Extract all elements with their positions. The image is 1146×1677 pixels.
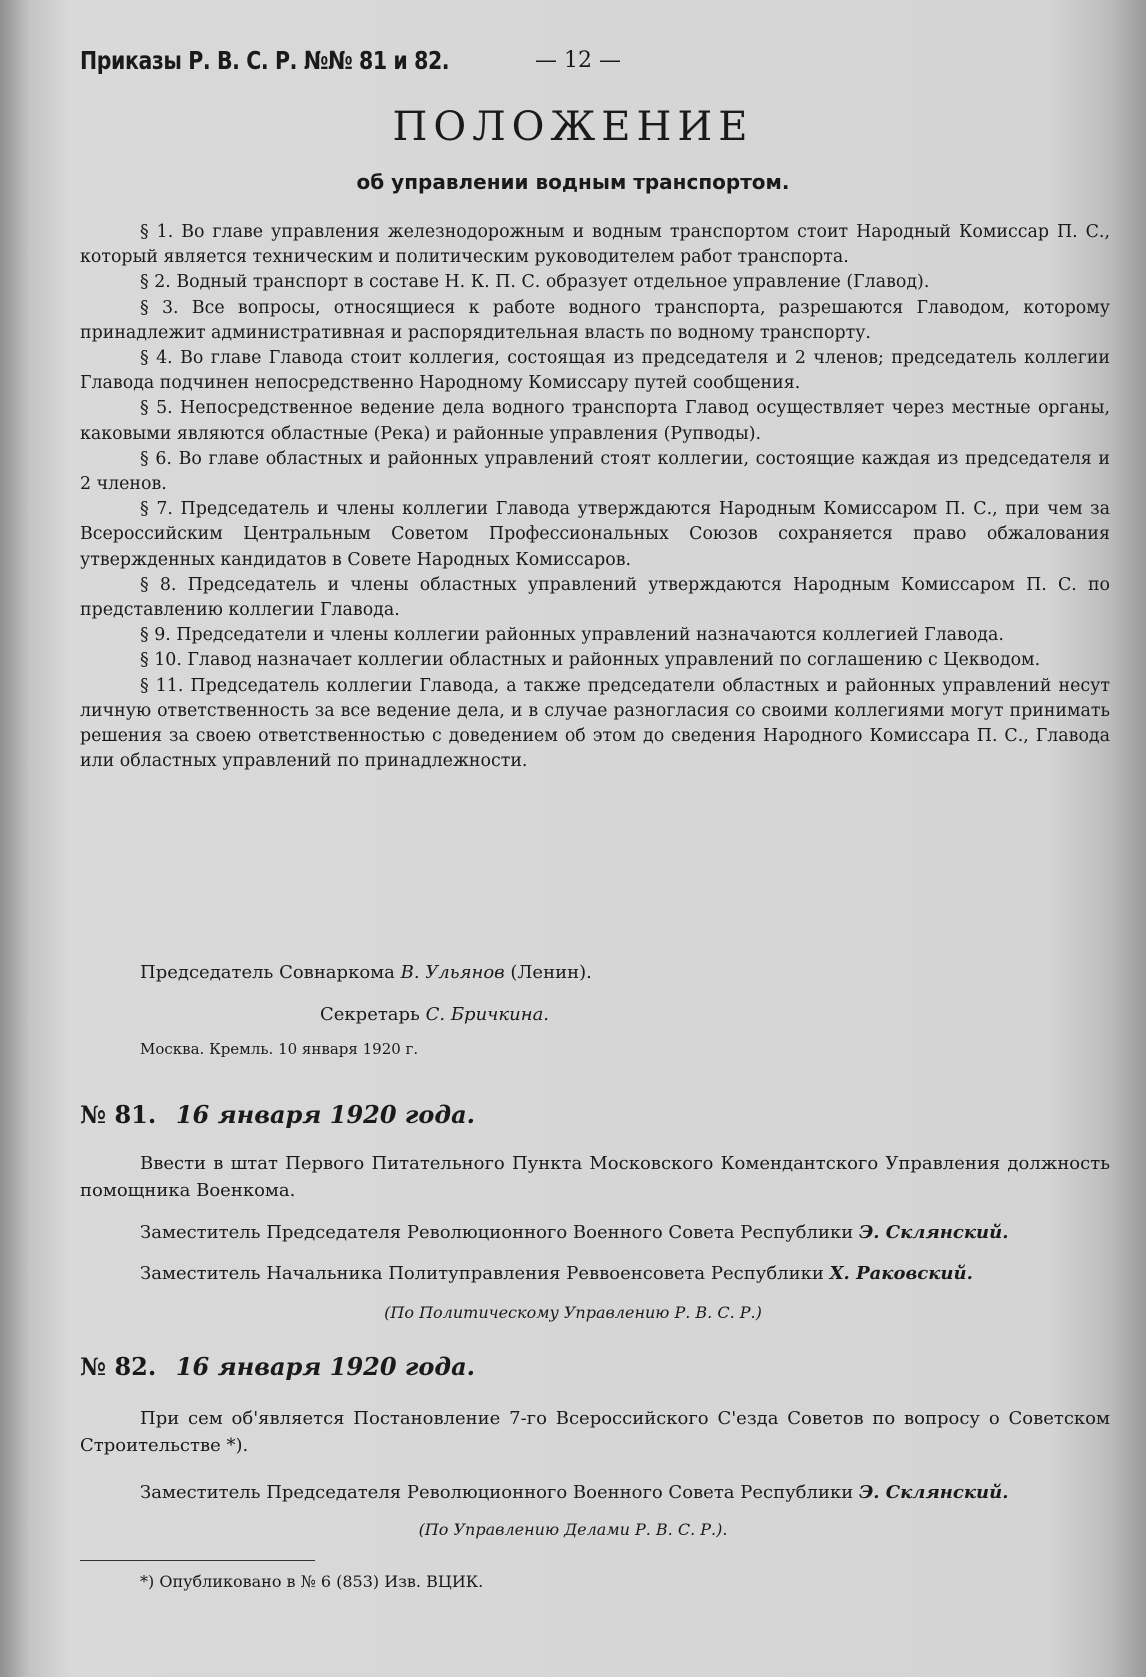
chairman-signature — [140, 962, 592, 983]
footnote: *) Опубликовано в № 6 (853) Изв. ВЦИК. — [140, 1572, 484, 1591]
order-81-signature-2-title: Заместитель Начальника Политуправления Реввоенсовета Республики — [140, 1263, 824, 1284]
order-82-number: № 82. — [80, 1352, 157, 1381]
order-82-signature — [140, 1482, 1110, 1503]
order-81-heading — [80, 1100, 475, 1129]
secretary-name: С. Бричкина. — [425, 1004, 550, 1025]
regulation-subtitle: об управлении водным транспортом. — [356, 170, 790, 194]
page-header — [80, 46, 1110, 86]
paragraph-2: § 2. Водный транспорт в составе Н. К. П. С. образует отдельное управление (Главод). — [140, 272, 930, 293]
order-81-signature-2 — [140, 1263, 1110, 1284]
paragraph-8: § 8. Председатель и члены областных управлений утверждаются Народным Комиссаром П. С. по представлению коллегии Главода. — [80, 574, 1110, 621]
order-82-signature-title: Заместитель Председателя Революционного Военного Совета Республики — [140, 1482, 854, 1503]
chairman-title: Председатель Совнаркома — [140, 962, 395, 983]
order-82-signature-name: Э. Склянский. — [858, 1482, 1009, 1503]
order-81-paragraph: Ввести в штат Первого Питательного Пункта Московского Комендантского Управления должность помощника Военкома. — [80, 1153, 1110, 1201]
paragraph-3: § 3. Все вопросы, относящиеся к работе водного транспорта, разрешаются Главодом, которому принадлежит административная и распорядительная власть по водному транспорту. — [80, 297, 1110, 343]
chairman-name: В. Ульянов — [400, 962, 505, 983]
order-81-text — [80, 1150, 1110, 1204]
paragraph-5: § 5. Непосредственное ведение дела водного транспорта Главод осуществляет через местные органы, каковыми являются областные (Река) и районные управления (Рупводы). — [80, 398, 1110, 444]
running-head: Приказы Р. В. С. Р. №№ 81 и 82. — [80, 46, 450, 75]
order-82-department: (По Управлению Делами Р. В. С. Р.). — [418, 1520, 728, 1539]
order-81-signature-2-name: Х. Раковский. — [829, 1263, 973, 1284]
paragraph-6: § 6. Во главе областных и районных управлений стоят коллегии, состоящие каждая из председателя и 2 членов. — [80, 448, 1110, 495]
paragraph-7: § 7. Председатель и члены коллегии Главода утверждаются Народным Комиссаром П. С., при чем за Всероссийским Центральным Советом Профессиональных Союзов сохраняется право обжалования утвержденных кандидатов в Совете Народных Комиссаров. — [80, 499, 1110, 570]
secretary-title: Секретарь — [320, 1004, 420, 1025]
order-82-heading — [80, 1352, 475, 1381]
paragraph-10: § 10. Главод назначает коллегии областных и районных управлений по соглашению с Цекводом. — [140, 650, 1041, 671]
regulation-body — [80, 220, 1110, 774]
secretary-signature — [320, 1004, 549, 1025]
order-82-text — [80, 1405, 1110, 1459]
paragraph-4: § 4. Во главе Главода стоит коллегия, состоящая из председателя и 2 членов; председатель коллегии Главода подчинен непосредственно Народному Комиссару путей сообщения. — [80, 348, 1110, 394]
order-81-signature-1 — [140, 1222, 1110, 1243]
order-81-department: (По Политическому Управлению Р. В. С. Р.) — [384, 1303, 762, 1322]
paragraph-1: § 1. Во главе управления железнодорожным и водным транспортом стоит Народный Комиссар П. С., который является техническим и политическим руководителем работ транспорта. — [80, 222, 1110, 268]
order-82-paragraph: При сем об'является Постановление 7-го Всероссийского С'езда Советов по вопросу о Советском Строительстве *). — [80, 1408, 1110, 1456]
page-number: — 12 — — [535, 48, 621, 73]
order-81-signature-1-title: Заместитель Председателя Революционного Военного Совета Республики — [140, 1222, 854, 1243]
regulation-title: ПОЛОЖЕНИЕ — [392, 104, 754, 150]
order-81-signature-1-name: Э. Склянский. — [858, 1222, 1009, 1243]
footnote-divider — [80, 1560, 315, 1561]
place-date: Москва. Кремль. 10 января 1920 г. — [140, 1040, 419, 1058]
paragraph-9: § 9. Председатели и члены коллегии районных управлений назначаются коллегией Главода. — [140, 625, 1004, 646]
chairman-alias: (Ленин). — [510, 962, 592, 983]
paragraph-11: § 11. Председатель коллегии Главода, а также председатели областных и районных управлений несут личную ответственность за все ведение дела, и в случае разногласия со своими коллегиями могут принимать решения за своею ответственностью с доведением об этом до сведения Народного Комиссара П. С., Главода или областных управлений по принадлежности. — [80, 675, 1110, 772]
order-82-date: 16 января 1920 года. — [175, 1352, 475, 1381]
order-81-date: 16 января 1920 года. — [175, 1100, 475, 1129]
order-81-number: № 81. — [80, 1100, 157, 1129]
